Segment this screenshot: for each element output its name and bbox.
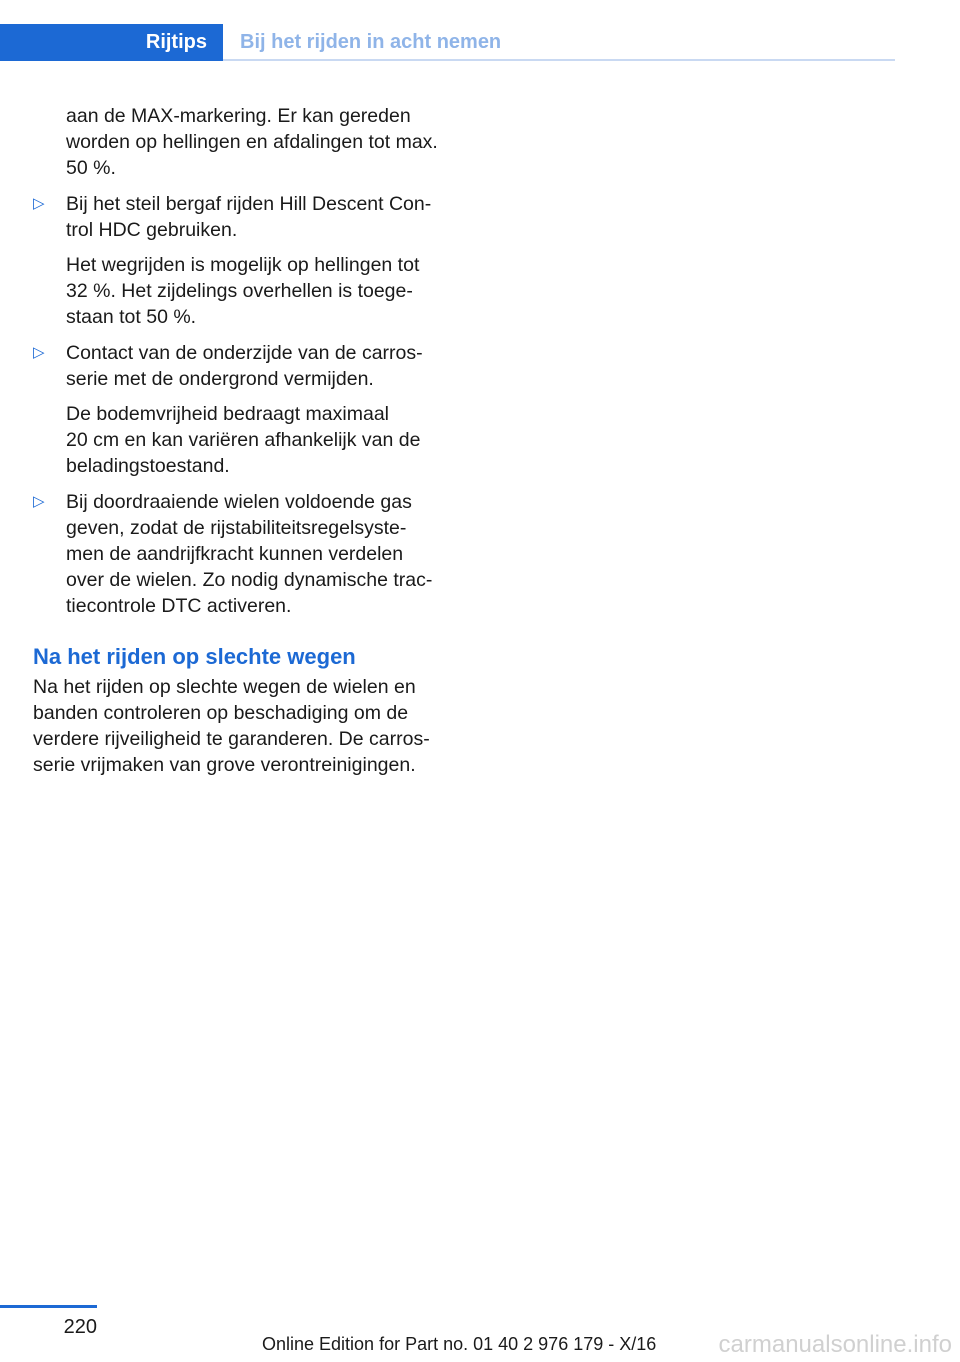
header-underline [223,59,895,61]
triangle-bullet-icon: ▷ [33,195,45,212]
text-line: 32 %. Het zijdelings overhellen is toege- [66,280,413,302]
header-chapter-title: Bij het rijden in acht nemen [240,31,502,53]
text-line: Het wegrijden is mogelijk op hellingen tot [66,254,420,276]
text-line: beladingstoestand. [66,455,230,477]
text-line: Contact van de onderzijde van de carros- [66,342,423,364]
closing-paragraph [33,674,453,778]
list-item-main [66,191,453,243]
triangle-bullet-icon: ▷ [33,344,45,361]
text-line: 20 cm en kan variëren afhankelijk van de [66,429,421,451]
text-line: geven, zodat de rijstabiliteitsregelsyste- [66,517,407,539]
triangle-bullet-icon: ▷ [33,493,45,510]
text-line: trol HDC gebruiken. [66,219,238,241]
footer-rule [0,1305,97,1308]
list-item [33,191,453,330]
text-line: banden controleren op beschadiging om de [33,702,409,724]
text-line: worden op hellingen en afdalingen tot max. [66,131,438,153]
watermark: carmanualsonline.info [718,1331,952,1358]
text-line: Bij doordraaiende wielen voldoende gas [66,491,412,513]
section-heading: Na het rijden op slechte wegen [33,644,356,669]
page-header [0,24,895,61]
list-item-detail [66,252,453,330]
text-line: Bij het steil bergaf rijden Hill Descent Con- [66,193,432,215]
text-line: Na het rijden op slechte wegen de wielen en [33,676,416,698]
text-line: over de wielen. Zo nodig dynamische trac- [66,569,433,591]
list-item-main [66,340,453,392]
list-item [33,489,453,619]
text-line: serie vrijmaken van grove verontreinigingen. [33,754,416,776]
page-content [33,103,453,778]
header-section-tab: Rijtips [0,24,223,61]
intro-paragraph [33,103,453,181]
list-item-detail [66,401,453,479]
text-line: men de aandrijfkracht kunnen verdelen [66,543,404,565]
text-line: 50 %. [66,157,116,179]
text-line: tiecontrole DTC activeren. [66,595,292,617]
page-number: 220 [63,1316,97,1338]
text-line: verdere rijveiligheid te garanderen. De carros- [33,728,430,750]
text-line: De bodemvrijheid bedraagt maximaal [66,403,389,425]
text-line: serie met de ondergrond vermijden. [66,368,374,390]
list-item [33,340,453,479]
list-item-main [66,489,453,619]
text-line: aan de MAX-markering. Er kan gereden [66,105,411,127]
footer-edition: Online Edition for Part no. 01 40 2 976 179 - X/16 [262,1334,657,1354]
text-line: staan tot 50 %. [66,306,197,328]
